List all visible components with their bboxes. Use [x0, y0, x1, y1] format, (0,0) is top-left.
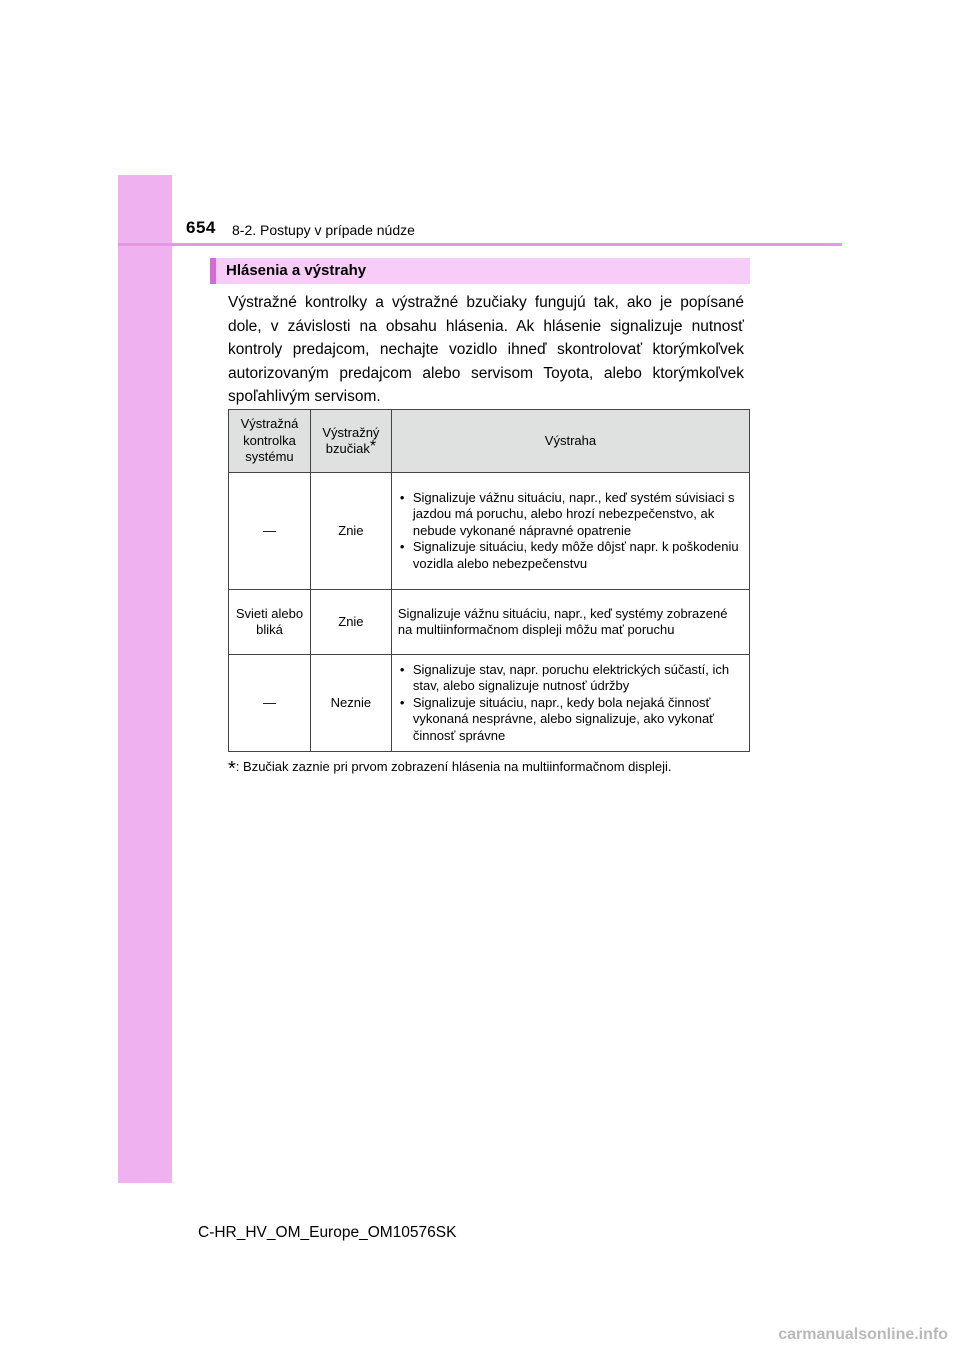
list-item: • Signalizuje vážnu situáciu, napr., keď systém súvisiaci s jazdou má poruchu, alebo hrozí nebezpečenstvo, ak nebude vykonané nápravné opatrenie	[398, 490, 743, 540]
header-buzzer-mark: *	[369, 438, 377, 455]
chapter-sidebar-tab	[118, 175, 172, 1183]
buzzer-cell: Znie	[310, 590, 391, 655]
table-row	[229, 590, 750, 655]
chapter-title: 8-2. Postupy v prípade núdze	[232, 222, 415, 238]
footnote-text: : Bzučiak zaznie pri prvom zobrazení hlásenia na multiinformačnom displeji.	[235, 759, 672, 774]
footnote	[228, 758, 768, 781]
page-number: 654	[186, 218, 216, 237]
header-indicator: Výstražná kontrolka systému	[229, 410, 311, 473]
header-warning: Výstraha	[391, 410, 749, 473]
footnote-mark: *	[228, 758, 236, 780]
table-header-row	[229, 410, 750, 473]
buzzer-cell: Znie	[310, 473, 391, 590]
header-buzzer-label: Výstražný bzučiak	[322, 424, 380, 456]
warning-cell	[391, 473, 749, 590]
table-row	[229, 473, 750, 590]
document-id: C-HR_HV_OM_Europe_OM10576SK	[198, 1224, 457, 1241]
list-item: • Signalizuje situáciu, kedy môže dôjsť napr. k poškodeniu vozidla alebo nebezpečenstvu	[398, 539, 743, 572]
indicator-cell: —	[229, 655, 311, 752]
list-item: • Signalizuje situáciu, napr., kedy bola nejaká činnosť vykonaná nesprávne, alebo signalizuje, ako vykonať činnosť správne	[398, 695, 743, 745]
header-buzzer	[310, 410, 391, 473]
list-item: • Signalizuje stav, napr. poruchu elektrických súčastí, ich stav, alebo signalizuje nutnosť údržby	[398, 662, 743, 695]
intro-paragraph: Výstražné kontrolky a výstražné bzučiaky fungujú tak, ako je popísané dole, v závislosti na obsahu hlásenia. Ak hlásenie signalizuje nutnosť kontroly predajcom, nechajte vozidlo ihneď skontrolovať ktorýmkoľvek autorizovaným predajcom alebo servisom Toyota, alebo ktorýmkoľvek spoľahlivým servisom.	[228, 294, 744, 406]
header-divider	[118, 243, 842, 246]
buzzer-cell: Neznie	[310, 655, 391, 752]
watermark: carmanualsonline.info	[778, 1326, 948, 1343]
table-row	[229, 655, 750, 752]
indicator-cell: —	[229, 473, 311, 590]
warning-table	[228, 409, 750, 752]
warning-cell	[391, 655, 749, 752]
section-title: Hlásenia a výstrahy	[210, 258, 750, 284]
warning-cell: Signalizuje vážnu situáciu, napr., keď systémy zobrazené na multiinformačnom displeji môžu mať poruchu	[391, 590, 749, 655]
indicator-cell: Svieti alebo bliká	[229, 590, 311, 655]
